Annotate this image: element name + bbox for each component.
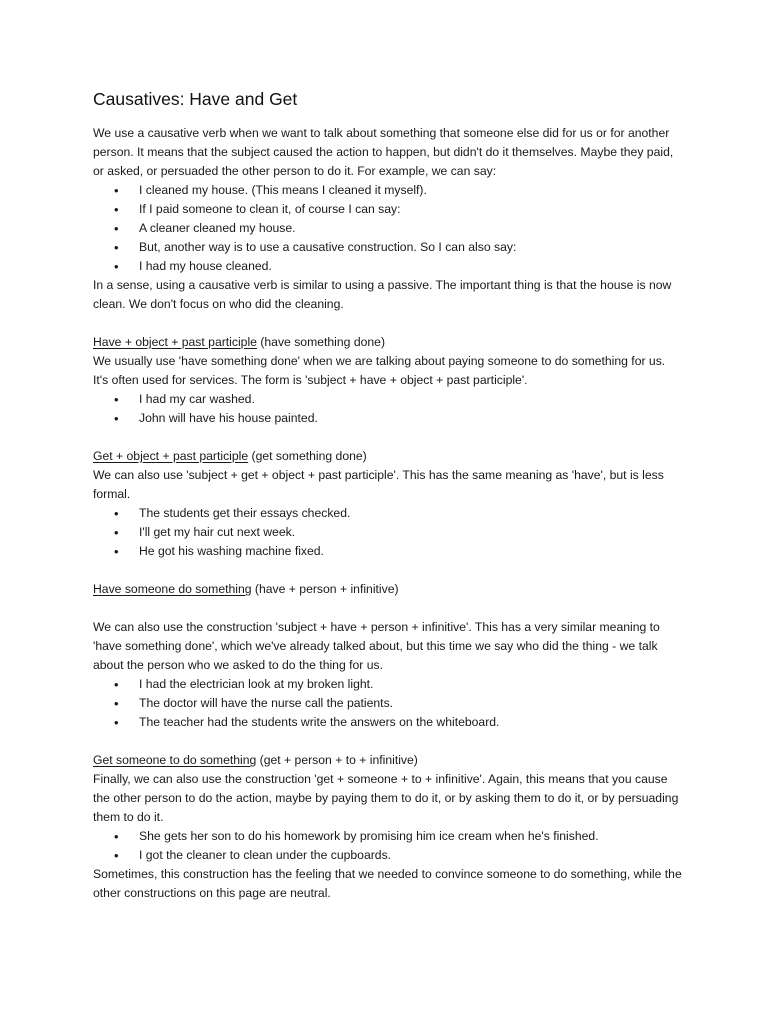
section-paragraph: Finally, we can also use the construction 'get + someone + to + infinitive'. Again, this means that you cause the other person to do the action, maybe by paying them to do it, or by asking them to do it, or by persuading them to do it. <box>93 772 679 824</box>
section-bullet-list <box>93 827 683 865</box>
list-item: • She gets her son to do his homework by promising him ice cream when he's finished. <box>139 827 683 846</box>
section-heading-get-someone <box>93 751 683 770</box>
section-heading-rest: (have something done) <box>256 335 385 349</box>
intro-paragraph: We use a causative verb when we want to talk about something that someone else did for us or for another person. It means that the subject caused the action to happen, but didn't do it themselves. Maybe they paid, or asked, or persuaded the other person to do it. For example, we can say: <box>93 126 674 178</box>
list-item: • The teacher had the students write the answers on the whiteboard. <box>139 713 683 732</box>
intro-bullet-list <box>93 181 683 276</box>
intro-closing-paragraph: In a sense, using a causative verb is similar to using a passive. The important thing is that the house is now clean. We don't focus on who did the cleaning. <box>93 278 672 311</box>
list-item: • If I paid someone to clean it, of course I can say: <box>139 200 683 219</box>
spacer <box>93 428 683 447</box>
section-heading-rest: (get + person + to + infinitive) <box>256 753 418 767</box>
spacer <box>93 314 683 333</box>
page-title: Causatives: Have and Get <box>93 89 298 109</box>
list-item: • I had my car washed. <box>139 390 683 409</box>
list-item: • I'll get my hair cut next week. <box>139 523 683 542</box>
section-heading-have-object <box>93 333 683 352</box>
section-paragraph: We usually use 'have something done' when we are talking about paying someone to do something for us. It's often used for services. The form is 'subject + have + object + past participle'. <box>93 354 666 387</box>
section-closing-paragraph: Sometimes, this construction has the feeling that we needed to convince someone to do something, while the other constructions on this page are neutral. <box>93 867 682 900</box>
section-heading-underlined: Get someone to do something <box>93 753 257 767</box>
document-page <box>93 86 683 903</box>
section-heading-get-object <box>93 447 683 466</box>
section-heading-underlined: Have + object + past participle <box>93 335 257 349</box>
list-item: • I cleaned my house. (This means I cleaned it myself). <box>139 181 683 200</box>
section-bullet-list <box>93 675 683 732</box>
section-bullet-list <box>93 390 683 428</box>
section-bullet-list <box>93 504 683 561</box>
list-item: • A cleaner cleaned my house. <box>139 219 683 238</box>
section-heading-have-someone <box>93 580 683 599</box>
section-heading-rest: (have + person + infinitive) <box>251 582 399 596</box>
section-heading-underlined: Get + object + past participle <box>93 449 249 463</box>
section-paragraph: We can also use the construction 'subject + have + person + infinitive'. This has a very similar meaning to 'have something done', which we've already talked about, but this time we say who did the thing - we talk about the person who we asked to do the thing for us. <box>93 620 660 672</box>
list-item: • But, another way is to use a causative construction. So I can also say: <box>139 238 683 257</box>
list-item: • The students get their essays checked. <box>139 504 683 523</box>
list-item: • The doctor will have the nurse call the patients. <box>139 694 683 713</box>
list-item: • I got the cleaner to clean under the cupboards. <box>139 846 683 865</box>
spacer <box>93 561 683 580</box>
list-item: • I had my house cleaned. <box>139 257 683 276</box>
list-item: • He got his washing machine fixed. <box>139 542 683 561</box>
spacer <box>93 599 683 618</box>
list-item: • I had the electrician look at my broken light. <box>139 675 683 694</box>
section-heading-rest: (get something done) <box>248 449 367 463</box>
spacer <box>93 732 683 751</box>
list-item: • John will have his house painted. <box>139 409 683 428</box>
section-heading-underlined: Have someone do something <box>93 582 252 596</box>
section-paragraph: We can also use 'subject + get + object + past participle'. This has the same meaning as 'have', but is less formal. <box>93 468 664 501</box>
